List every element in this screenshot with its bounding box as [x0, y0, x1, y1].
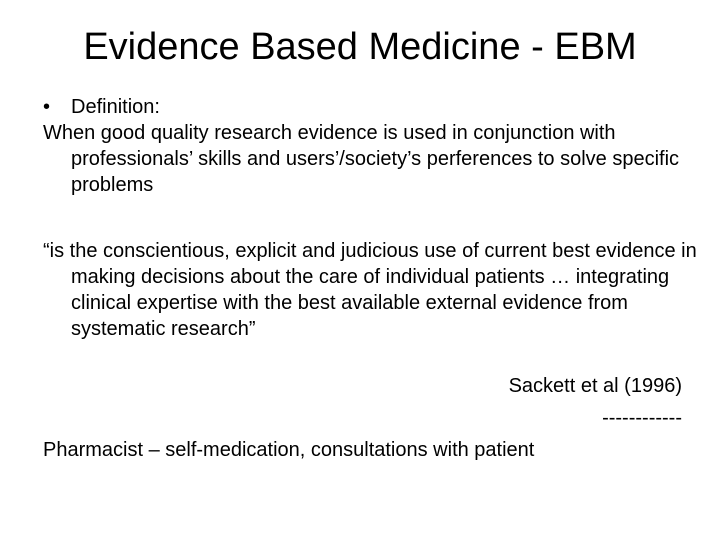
- pharmacist-line: Pharmacist – self-medication, consultations with patient: [43, 439, 535, 461]
- citation: Sackett et al (1996): [508, 375, 682, 397]
- separator-line: ------------: [602, 407, 682, 429]
- bullet-icon: •: [43, 96, 51, 118]
- slide-title: Evidence Based Medicine - EBM: [83, 26, 637, 68]
- definition-bullet-item: [43, 94, 160, 120]
- definition-paragraph: When good quality research evidence is used in conjunction with professionals’ skills and users’/society’s perferences to solve specific problems: [43, 122, 680, 196]
- definition-label: Definition:: [71, 96, 160, 118]
- quote-paragraph: “is the conscientious, explicit and judicious use of current best evidence in making decisions about the care of individual patients … integrating clinical expertise with the best available external evidence from systematic research”: [43, 240, 697, 340]
